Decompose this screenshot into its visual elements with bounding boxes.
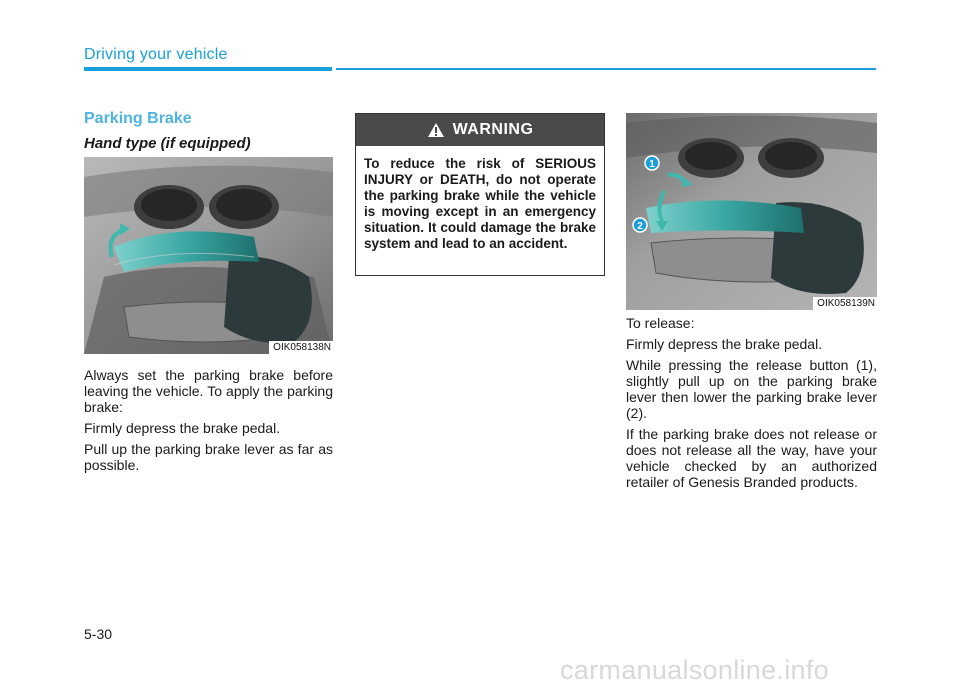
- left-text-column: [84, 367, 333, 478]
- section-title: Driving your vehicle: [84, 46, 228, 63]
- paragraph: Firmly depress the brake pedal.: [84, 420, 281, 436]
- parking-brake-apply-figure: [84, 157, 333, 354]
- paragraph: Firmly depress the brake pedal.: [626, 336, 823, 352]
- warning-box: [355, 113, 605, 276]
- warning-title: WARNING: [452, 121, 534, 138]
- paragraph: Pull up the parking brake lever as far as possible.: [84, 441, 333, 473]
- callout-1: 1: [649, 159, 655, 170]
- figure-code: OIK058138N: [269, 341, 333, 354]
- figure-code: OIK058139N: [813, 297, 877, 310]
- paragraph: While pressing the release button (1), slightly pull up on the parking brake lever then lower the parking brake lever (2).: [626, 357, 877, 421]
- parking-brake-release-figure: [626, 113, 877, 310]
- callout-2: 2: [637, 221, 643, 232]
- warning-header: [356, 114, 604, 146]
- warning-text: To reduce the risk of SERIOUS INJURY or DEATH, do not operate the parking brake while the vehicle is moving except in an emergency situation. It could damage the brake system and lead to an accident.: [364, 156, 596, 251]
- page-heading: Parking Brake: [84, 110, 192, 127]
- header-rule-thin: [336, 68, 876, 70]
- page-number: 5-30: [84, 626, 113, 642]
- watermark: carmanualsonline.info: [560, 655, 829, 685]
- paragraph: If the parking brake does not release or does not release all the way, have your vehicle checked by an authorized retailer of Genesis Branded products.: [626, 426, 877, 490]
- paragraph: To release:: [626, 315, 695, 331]
- header-rule-thick: [84, 67, 332, 71]
- right-text-column: [626, 315, 877, 495]
- paragraph: Always set the parking brake before leaving the vehicle. To apply the parking brake:: [84, 367, 333, 415]
- subheading: Hand type (if equipped): [84, 135, 251, 152]
- warning-triangle-icon: [427, 122, 445, 138]
